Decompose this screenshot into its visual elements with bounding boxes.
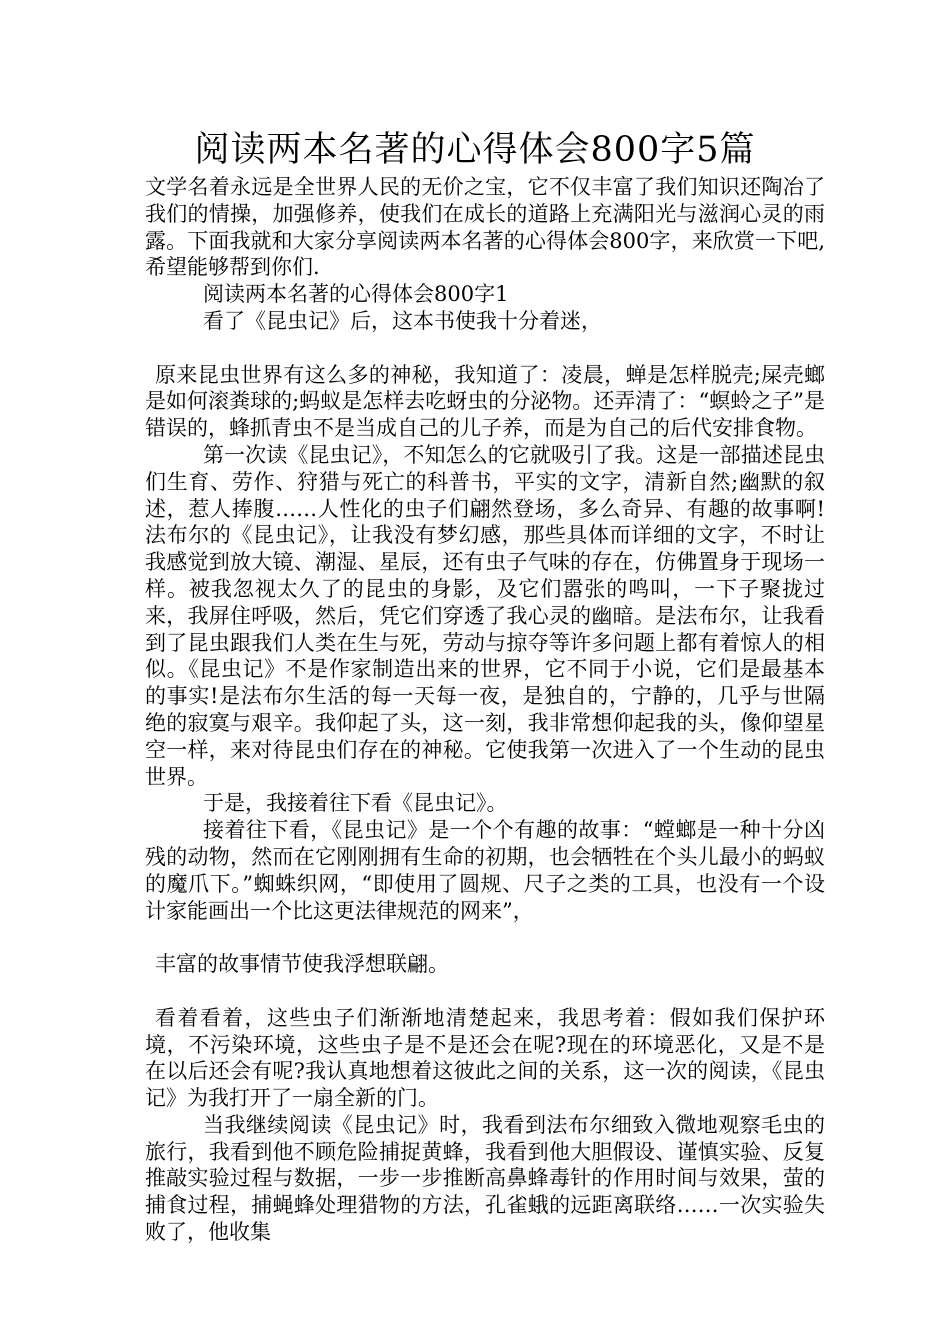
body-paragraph: 接着往下看，《昆虫记》是一个个有趣的故事：“螳螂是一种十分凶残的动物，然而在它刚刚拥有生命的初期，也会牺牲在个头儿最小的蚂蚁的魔爪下。”蜘蛛织网，“即使用了圆规、尺子之类的工具，也没有一个设计家能画出一个比这更法律规范的网来”， [145,818,825,923]
body-paragraph: 丰富的故事情节使我浮想联翩。 [155,952,449,977]
intro-paragraph: 文学名着永远是全世界人民的无价之宝，它不仅丰富了我们知识还陶冶了我们的情操，加强修养，使我们在成长的道路上充满阳光与滋润心灵的雨露。下面我就和大家分享阅读两本名著的心得体会800字，来欣赏一下吧,希望能够帮到你们. [145,175,825,280]
body-paragraph: 当我继续阅读《昆虫记》时，我看到法布尔细致入微地观察毛虫的旅行，我看到他不顾危险捕捉黄蜂，我看到他大胆假设、谨慎实验、反复推敲实验过程与数据，一步一步推断高鼻蜂毒针的作用时间与效果，萤的捕食过程，捕蝇蜂处理猎物的方法，孔雀蛾的远距离联络……一次实验失败了，他收集 [145,1112,825,1245]
document-title: 阅读两本名著的心得体会800字5篇 [194,130,756,170]
body-paragraph: 看着看着，这些虫子们渐渐地清楚起来，我思考着：假如我们保护环境，不污染环境，这些虫子是不是还会在呢?现在的环境恶化，又是不是在以后还会有呢?我认真地想着这彼此之间的关系，这一次的阅读，《昆虫记》为我打开了一扇全新的门。 [145,1005,825,1111]
body-paragraph: 第一次读《昆虫记》，不知怎么的它就吸引了我。这是一部描述昆虫们生育、劳作、狩猎与死亡的科普书，平实的文字，清新自然;幽默的叙述，惹人捧腹……人性化的虫子们翩然登场，多么奇异、有趣的故事啊!法布尔的《昆虫记》，让我没有梦幻感，那些具体而详细的文字，不时让我感觉到放大镜、潮湿、星辰，还有虫子气味的存在，仿佛置身于现场一样。被我忽视太久了的昆虫的身影，及它们嚣张的鸣叫，一下子聚拢过来，我屏住呼吸，然后，凭它们穿透了我心灵的幽暗。是法布尔，让我看到了昆虫跟我们人类在生与死，劳动与掠夺等许多问题上都有着惊人的相似。《昆虫记》不是作家制造出来的世界，它不同于小说，它们是最基本的事实!是法布尔生活的每一天每一夜，是独自的，宁静的，几乎与世隔绝的寂寞与艰辛。我仰起了头，这一刻，我非常想仰起我的头，像仰望星空一样，来对待昆虫们存在的神秘。它使我第一次进入了一个生动的昆虫世界。 [145,442,825,789]
body-paragraph: 于是，我接着往下看《昆虫记》。 [203,791,508,816]
document-body [145,174,825,1246]
body-paragraph: 原来昆虫世界有这么多的神秘，我知道了：凌晨，蝉是怎样脱壳;屎壳螂是如何滚粪球的;蚂蚁是怎样去吃蚜虫的分泌物。还弄清了：“螟蛉之子”是错误的，蜂抓青虫不是当成自己的儿子养，而是为自己的后代安排食物。 [145,362,825,441]
section-heading: 阅读两本名著的心得体会800字1 [203,282,509,307]
body-paragraph: 看了《昆虫记》后，这本书使我十分着迷， [203,308,602,333]
